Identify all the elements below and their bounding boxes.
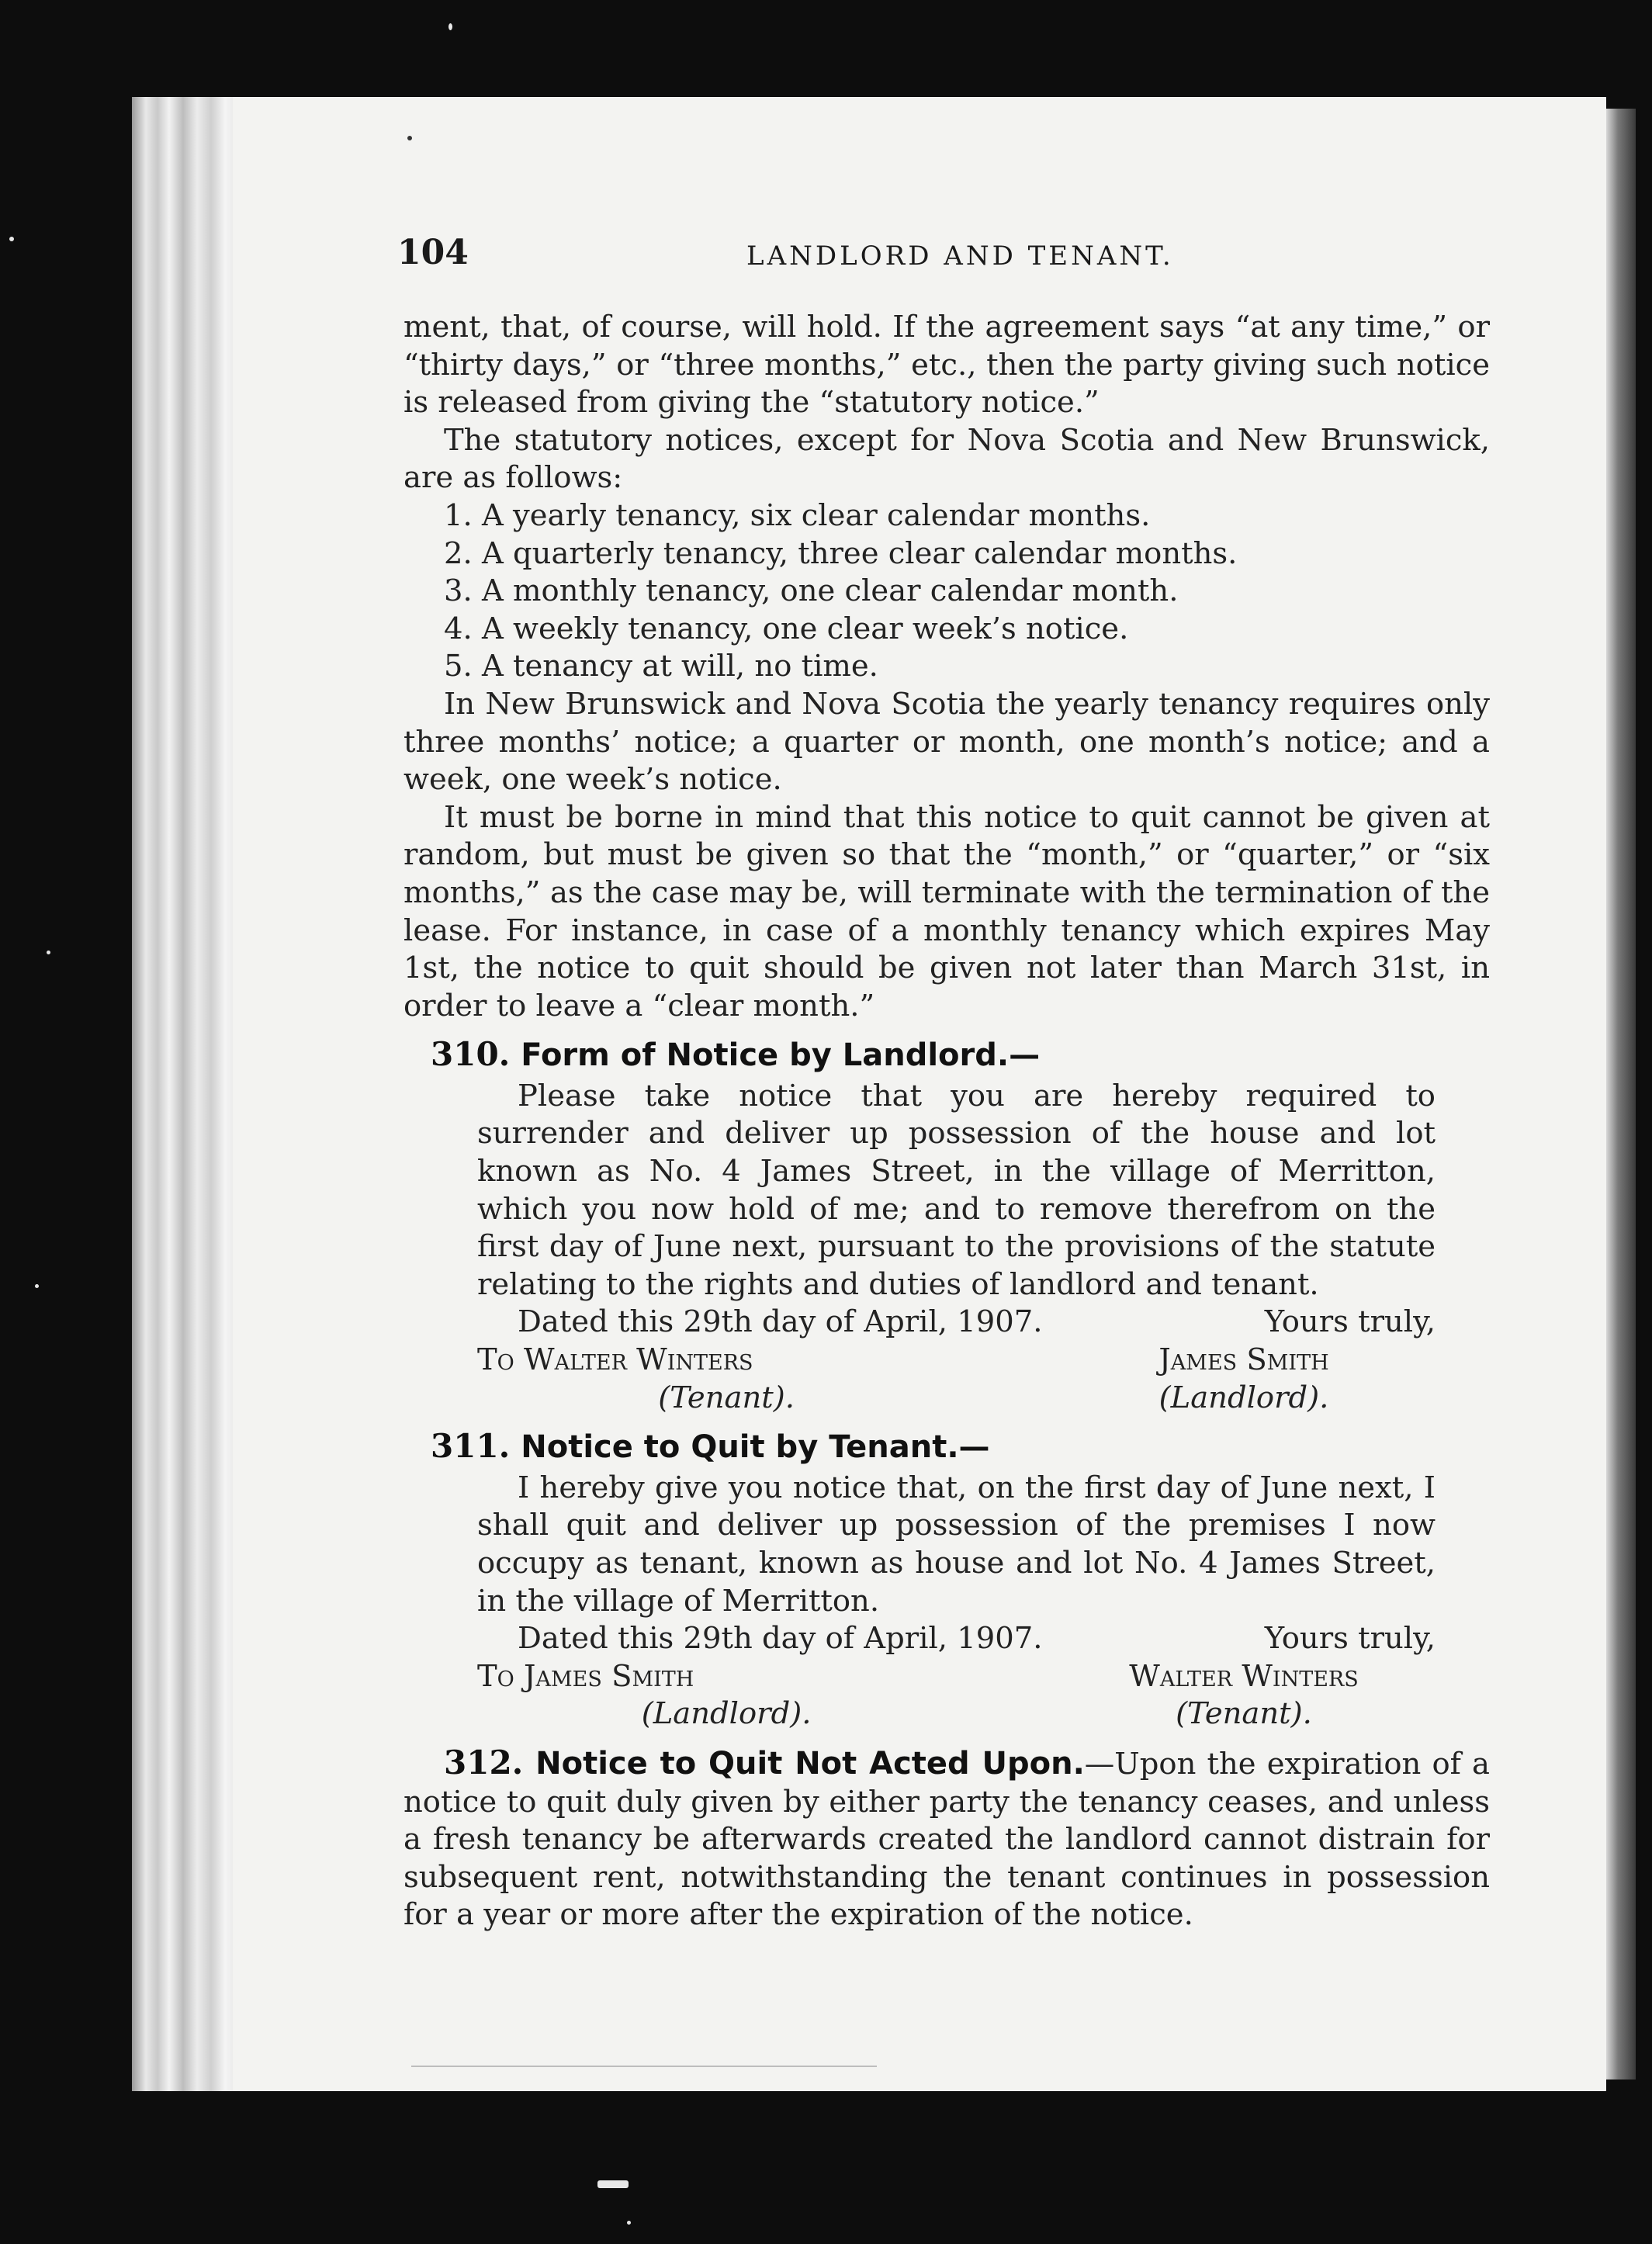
notice-periods-list xyxy=(403,497,1490,686)
section-312-heading xyxy=(444,1743,1085,1782)
date-row xyxy=(477,1620,1436,1658)
section-title: Notice to Quit by Tenant.— xyxy=(521,1429,990,1466)
closing: Yours truly, xyxy=(1264,1304,1436,1340)
list-item: 3. A monthly tenancy, one clear calendar month. xyxy=(444,573,1179,609)
tenant-notice-form xyxy=(403,1470,1490,1733)
running-head: LANDLORD AND TENANT. xyxy=(746,241,1174,272)
addressee: To James Smith xyxy=(477,1658,694,1694)
section-312-text: —Upon the expiration of a notice to quit duly given by either party the tenancy ceases, and unless a fresh tenancy be afterwards created the landlord cannot distrain for subsequent rent, notwithstanding the tenant continues in possession for a year or more after the expiration of the notice. xyxy=(403,1746,1490,1933)
intro-paragraph-3: In New Brunswick and Nova Scotia the yearly tenancy requires only three months’ notice; a quarter or month, one month’s notice; and a week, one week’s notice. xyxy=(403,686,1490,798)
addressee: To Walter Winters xyxy=(477,1342,753,1378)
signature-row xyxy=(477,1342,1436,1380)
role-row xyxy=(477,1380,1436,1418)
bottom-rule xyxy=(411,2066,877,2067)
list-item: 2. A quarterly tenancy, three clear calendar months. xyxy=(444,535,1238,571)
section-title: Notice to Quit Not Acted Upon. xyxy=(535,1745,1085,1782)
signer: James Smith xyxy=(1158,1342,1329,1378)
list-item: 4. A weekly tenancy, one clear week’s notice. xyxy=(444,611,1129,646)
book-page-edge xyxy=(132,97,248,2091)
section-310-heading xyxy=(431,1036,1490,1075)
closing: Yours truly, xyxy=(1264,1621,1436,1657)
signature-row xyxy=(477,1658,1436,1696)
role-row xyxy=(477,1695,1436,1733)
list-item: 5. A tenancy at will, no time. xyxy=(444,649,878,684)
intro-paragraph-2: The statutory notices, except for Nova Scotia and New Brunswick, are as follows: xyxy=(403,422,1490,496)
signer: Walter Winters xyxy=(1129,1658,1359,1694)
section-title: Form of Notice by Landlord.— xyxy=(521,1037,1041,1074)
date-line: Dated this 29th day of April, 1907. xyxy=(518,1304,1043,1340)
intro-paragraph-4: It must be borne in mind that this notice to quit cannot be given at random, but must be given so that the “month,” or “quarter,” or “six months,” as the case may be, will terminate with the termination of the lease. For instance, in case of a monthly tenancy which expires May 1st, the notice to quit should be given not later than March 31st, in order to leave a “clear month.” xyxy=(403,799,1490,1023)
section-number: 312. xyxy=(444,1743,524,1782)
section-312-paragraph xyxy=(403,1744,1490,1934)
form-text: I hereby give you notice that, on the first day of June next, I shall quit and deliver up possession of the premises I now occupy as tenant, known as house and lot No. 4 James Street, in the village of Merritton. xyxy=(477,1470,1436,1619)
book-gutter xyxy=(1606,109,1636,2080)
section-number: 311. xyxy=(431,1427,511,1466)
signer-role: (Landlord). xyxy=(1158,1380,1329,1415)
date-line: Dated this 29th day of April, 1907. xyxy=(518,1621,1043,1657)
landlord-notice-form xyxy=(403,1078,1490,1417)
section-311-heading xyxy=(431,1428,1490,1467)
page-number: 104 xyxy=(397,233,469,272)
section-number: 310. xyxy=(431,1035,511,1074)
addressee-role: (Landlord). xyxy=(641,1696,812,1732)
signer-role: (Tenant). xyxy=(1176,1696,1312,1732)
intro-paragraph-1: ment, that, of course, will hold. If the agreement says “at any time,” or “thirty days,” or “three months,” etc., then the party giving such notice is released from giving the “statutory notice.” xyxy=(403,310,1490,421)
date-row xyxy=(477,1304,1436,1342)
form-text: Please take notice that you are hereby required to surrender and deliver up possession of the house and lot known as No. 4 James Street, in the village of Merritton, which you now hold of me; and to remove therefrom on the first day of June next, pursuant to the provisions of the statute relating to the rights and duties of landlord and tenant. xyxy=(477,1078,1436,1302)
addressee-role: (Tenant). xyxy=(658,1380,795,1415)
page-body xyxy=(403,309,1490,1934)
list-item: 1. A yearly tenancy, six clear calendar months. xyxy=(444,497,1151,533)
